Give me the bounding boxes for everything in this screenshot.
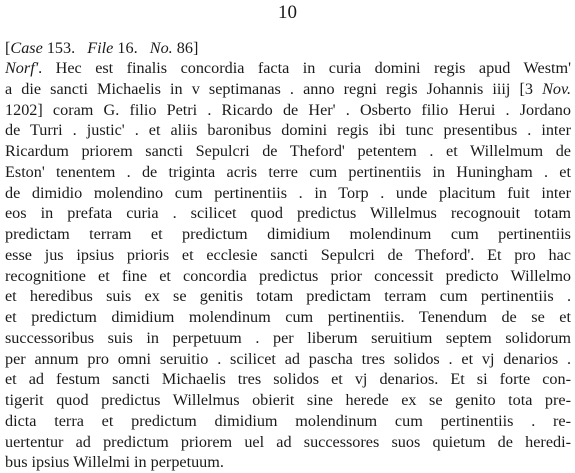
text-line bbox=[5, 349, 571, 370]
case-number: 153. bbox=[46, 39, 76, 57]
italic-segment: Nov. bbox=[542, 79, 571, 98]
text-segment: esse jus ipsius prioris et ecclesie sancti Sepulcri de Theford'. Et pro hac bbox=[5, 245, 571, 264]
text-line bbox=[5, 58, 571, 79]
page-number: 10 bbox=[278, 2, 297, 23]
text-line bbox=[5, 245, 571, 266]
file-label: File bbox=[87, 39, 114, 57]
text-segment: tigerit quod predictus Willelmus obierit sine herede ex se genito tota pre- bbox=[5, 391, 571, 409]
text-line bbox=[5, 307, 571, 328]
text-segment: et heredibus suis ex se genitis totam predictam terram cum pertinentiis . bbox=[5, 287, 571, 306]
file-number: 16. bbox=[117, 39, 138, 57]
text-line bbox=[5, 328, 571, 349]
text-line bbox=[5, 120, 571, 141]
text-segment: et predictum dimidium molendinum cum pertinentiis. Tenendum de se et bbox=[5, 308, 571, 326]
text-segment: uertentur ad predictum priorem uel ad successores suos quietum de heredi- bbox=[5, 432, 571, 451]
text-line bbox=[5, 183, 571, 204]
record-reference: [Case 153. File 16. No. 86] bbox=[5, 39, 199, 57]
text-line bbox=[5, 266, 571, 287]
text-line bbox=[5, 411, 571, 432]
text-segment: et ad festum sancti Michaelis tres solidos et vj denarios. Et si forte con- bbox=[5, 370, 571, 389]
italic-segment: Norf' bbox=[5, 59, 39, 77]
text-line bbox=[5, 286, 571, 307]
text-line bbox=[5, 369, 571, 390]
text-segment: a die sancti Michaelis in v septimanas . anno regni regis Johannis iiij [3 bbox=[5, 79, 543, 98]
text-segment: Ricardum priorem sancti Sepulcri de Theford' petentem . et Willelmum de bbox=[5, 142, 571, 160]
text-segment: per annum pro omni seruitio . scilicet ad pascha tres solidos . et vj denarios . bbox=[5, 349, 571, 368]
text-line bbox=[5, 100, 571, 121]
text-segment: dicta terra et predictum dimidium molendinum cum pertinentiis . re- bbox=[5, 411, 571, 430]
text-line bbox=[5, 390, 571, 411]
record-number: 86 bbox=[176, 39, 193, 57]
text-segment: successoribus suis in perpetuum . per liberum seruitium septem solidorum bbox=[5, 328, 571, 347]
case-label: Case bbox=[10, 39, 43, 57]
text-line bbox=[5, 432, 571, 453]
text-segment: eos in prefata curia . scilicet quod predictus Willelmus recognouit totam bbox=[5, 204, 571, 223]
text-line bbox=[5, 79, 571, 100]
text-segment: 1202] coram G. filio Petri . Ricardo de Her' . Osberto filio Herui . Jordano bbox=[5, 100, 571, 119]
text-line bbox=[5, 224, 571, 245]
text-line bbox=[5, 141, 571, 162]
text-segment: de Turri . justic' . et aliis baronibus domini regis ibi tunc presentibus . inter bbox=[5, 121, 571, 140]
number-label: No. bbox=[149, 39, 173, 57]
text-line bbox=[5, 203, 571, 224]
text-segment: de dimidio molendino cum pertinentiis . in Torp . unde placitum fuit inter bbox=[5, 183, 571, 202]
document-body bbox=[5, 58, 571, 473]
text-segment: Eston' tenentem . de triginta acris terre cum pertinentiis in Huningham . et bbox=[5, 162, 571, 181]
text-segment: bus ipsius Willelmi in perpetuum. bbox=[5, 453, 224, 472]
text-line bbox=[5, 452, 571, 473]
text-line bbox=[5, 162, 571, 183]
text-segment: . Hec est finalis concordia facta in curia domini regis apud Westm' bbox=[38, 59, 571, 77]
text-segment: recognitione et fine et concordia predictus prior concessit predicto Willelmo bbox=[5, 266, 571, 285]
text-segment: predictam terram et predictum dimidium molendinum cum pertinentiis bbox=[5, 225, 571, 243]
